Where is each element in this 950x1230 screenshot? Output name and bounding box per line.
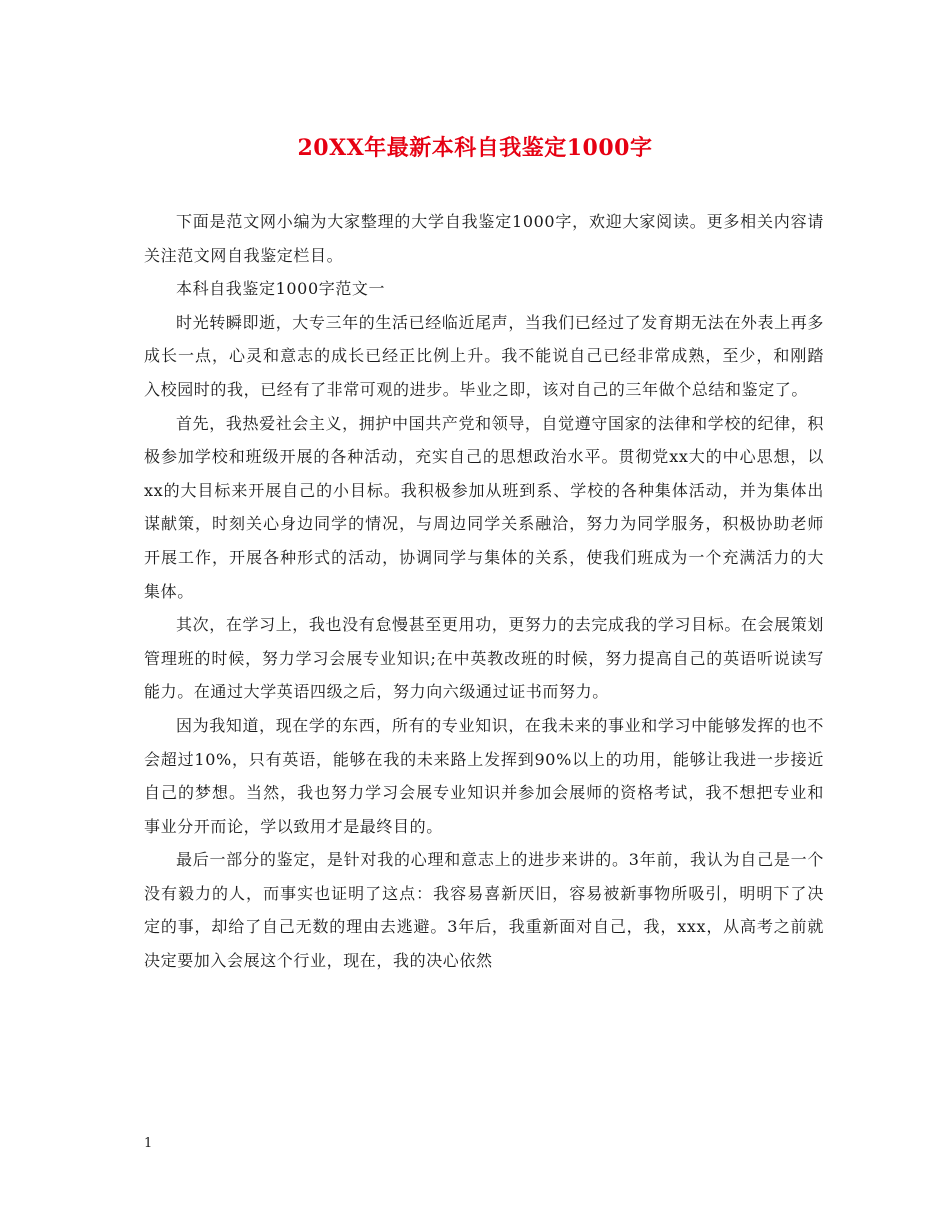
paragraph-political: 首先，我热爱社会主义，拥护中国共产党和领导，自觉遵守国家的法律和学校的纪律，积极参加学校和班级开展的各种活动，充实自己的思想政治水平。贯彻党xx大的中心思想，以xx的大目标来开展自己的小目标。我积极参加从班到系、学校的各种集体活动，并为集体出谋献策，时刻关心身边同学的情况，与周边同学关系融洽，努力为同学服务，积极协助老师开展工作，开展各种形式的活动，协调同学与集体的关系，使我们班成为一个充满活力的大集体。: [144, 413, 824, 601]
page-number: 1: [144, 1136, 153, 1151]
paragraph-intro: 下面是范文网小编为大家整理的大学自我鉴定1000字，欢迎大家阅读。更多相关内容请关注范文网自我鉴定栏目。: [144, 212, 824, 265]
page-title: 20XX年最新本科自我鉴定1000字: [297, 135, 653, 161]
paragraph-english: 因为我知道，现在学的东西，所有的专业知识，在我未来的事业和学习中能够发挥的也不会超过10%，只有英语，能够在我的未来路上发挥到90%以上的功用，能够让我进一步接近自己的梦想。当然，我也努力学习会展专业知识并参加会展师的资格考试，我不想把专业和事业分开而论，学以致用才是最终目的。: [144, 715, 824, 836]
paragraph-study: 其次，在学习上，我也没有怠慢甚至更用功，更努力的去完成我的学习目标。在会展策划管理班的时候，努力学习会展专业知识;在中英教改班的时候，努力提高自己的英语听说读写能力。在通过大学英语四级之后，努力向六级通过证书而努力。: [144, 615, 824, 702]
paragraph-section-heading: 本科自我鉴定1000字范文一: [176, 279, 386, 299]
paragraph-opening: 时光转瞬即逝，大专三年的生活已经临近尾声，当我们已经过了发育期无法在外表上再多成长一点，心灵和意志的成长已经正比例上升。我不能说自己已经非常成熟，至少，和刚踏入校园时的我，已经有了非常可观的进步。毕业之即，该对自己的三年做个总结和鉴定了。: [144, 312, 824, 399]
document-body: [144, 205, 824, 978]
paragraph-mindset: 最后一部分的鉴定，是针对我的心理和意志上的进步来讲的。3年前，我认为自己是一个没有毅力的人，而事实也证明了这点：我容易喜新厌旧，容易被新事物所吸引，明明下了决定的事，却给了自己无数的理由去逃避。3年后，我重新面对自己，我，xxx，从高考之前就决定要加入会展这个行业，现在，我的决心依然: [144, 850, 824, 971]
